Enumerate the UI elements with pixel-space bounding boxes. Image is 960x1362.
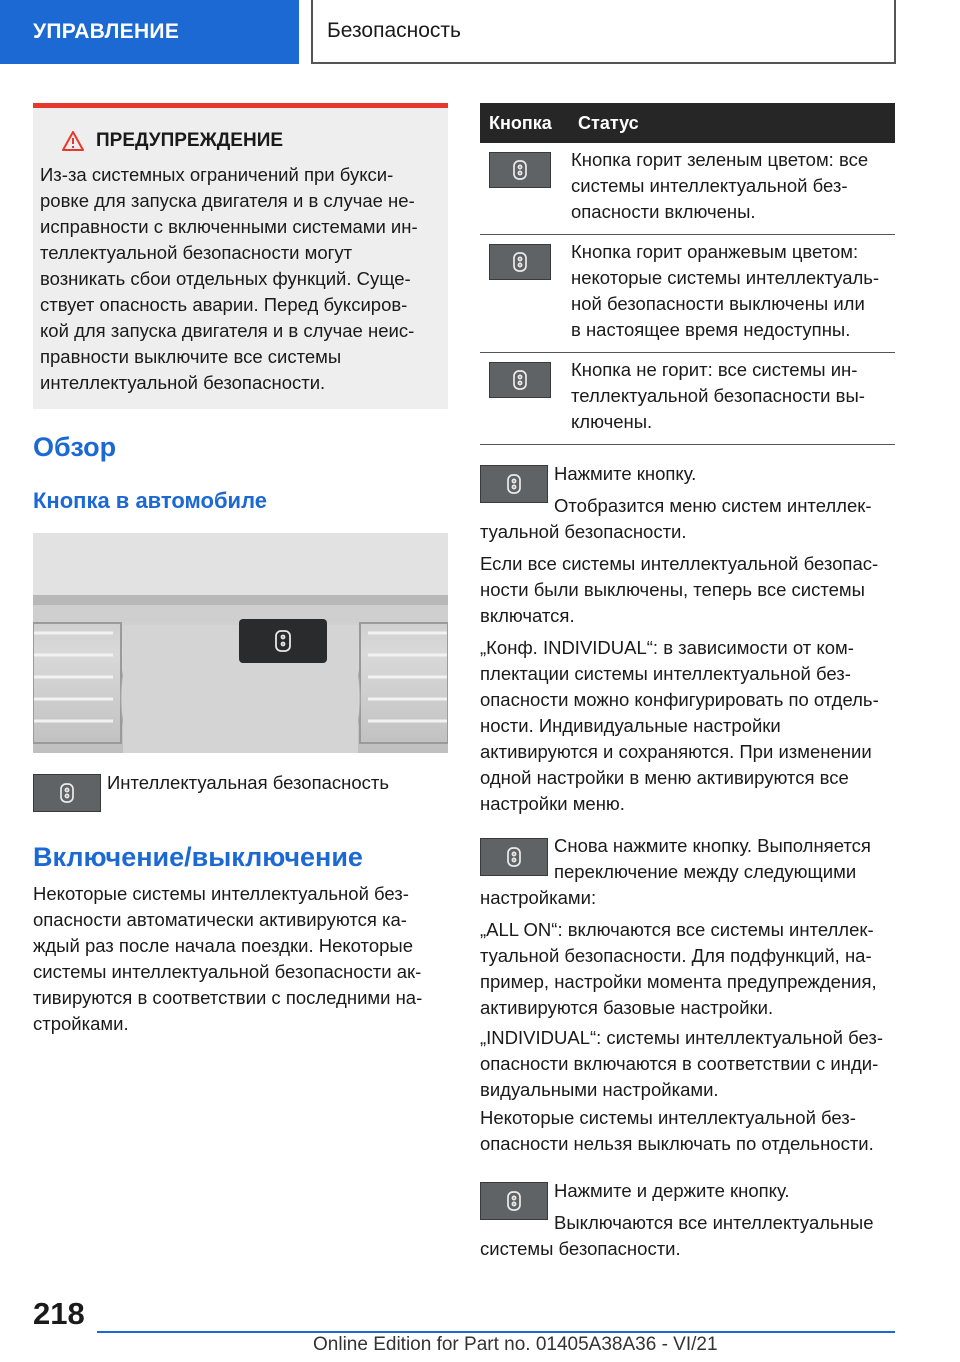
press-button-icon [480,465,548,503]
paragraph [554,493,872,519]
paragraph [480,1025,883,1103]
text-line: Снова нажмите кнопку. Выполняется [554,835,871,856]
text-line: „Конф. INDIVIDUAL“: в зависимости от ком- [480,637,854,658]
text-line: тивируются в соответствии с последними на- [33,987,423,1008]
paragraph [554,1210,874,1236]
warning-line: ровке для запуска двигателя и в случае не- [40,190,415,211]
text-line: видуальными настройками. [480,1079,719,1100]
text-line: переключение между следующими [554,861,857,882]
step-press-hold [554,1178,789,1204]
table-row [480,143,895,235]
paragraph [480,551,878,629]
warning-line: теллектуальной безопасности могут [40,242,353,263]
text-line: настройками: [480,887,597,908]
text-line: стройками. [33,1013,129,1034]
text-line: системы интеллектуальной без- [571,175,848,196]
warning-line: исправности с включенными системами ин- [40,216,418,237]
button-off-icon [489,362,551,398]
text-line: включатся. [480,605,575,626]
text-line: Некоторые системы интеллектуальной без- [480,1107,856,1128]
table-row [480,235,895,353]
text-line: Кнопка горит зеленым цветом: все [571,149,869,170]
text-line: опасности нельзя выключать по отдельности. [480,1133,874,1154]
button-caption [107,770,389,796]
text-line: ной безопасности выключены или [571,293,865,314]
text-line: ждый раз после начала поездки. Некоторые [33,935,413,956]
step-press-again [554,833,871,885]
warning-box [33,103,448,409]
footer-divider [97,1331,895,1333]
dashboard-photo [33,533,448,753]
text-line: плектации системы интеллектуальной без- [480,663,851,684]
text-line: Отобразится меню систем интеллек- [554,495,872,516]
text-line: Нажмите кнопку. [554,463,697,484]
text-line: Нажмите и держите кнопку. [554,1180,790,1201]
text-line: опасности можно конфигурировать по отдель- [480,689,879,710]
table-cell-icon [480,353,569,445]
warning-text [40,162,440,396]
paragraph [480,1236,681,1262]
warning-line: Из-за системных ограничений при букси- [40,164,394,185]
text-line: Некоторые системы интеллектуальной без- [33,883,409,904]
text-line: активируются базовые настройки. [480,997,774,1018]
warning-line: интеллектуальной безопасности. [40,372,326,393]
table-cell-status [569,353,895,445]
warning-line: ствует опасность аварии. Перед буксиров- [40,294,408,315]
step-press-button [554,461,696,487]
warning-title [62,130,440,152]
status-table [480,103,895,445]
column-header-button: Кнопка [480,103,569,143]
text-line: ности. Индивидуальные настройки [480,715,781,736]
text-line: теллектуальной безопасности вы- [571,385,865,406]
press-again-button-icon [480,838,548,876]
text-line: туальной безопасности. Для подфункций, на- [480,945,872,966]
paragraph [480,635,879,817]
button-in-car-heading: Кнопка в автомобиле [33,488,267,513]
text-line: опасности включаются в соответствии с инди- [480,1053,879,1074]
topic-header [311,0,896,64]
table-header-row [480,103,895,143]
table-cell-icon [480,235,569,353]
text-line: в настоящее время недоступны. [571,319,851,340]
paragraph [480,519,687,545]
warning-line: кой для запуска двигателя и в случае неис- [40,320,415,341]
on-off-heading: Включение/выключение [33,842,363,872]
paragraph [480,885,596,911]
button-green-icon [489,152,551,188]
intelligent-safety-button-icon [33,774,101,812]
paragraph [480,917,877,1021]
text-line: системы интеллектуальной безопасности ак- [33,961,422,982]
table-cell-icon [480,143,569,235]
warning-line: правности выключите все системы [40,346,342,367]
warning-triangle-icon [62,131,84,151]
text-line: активируются и сохраняются. При изменении [480,741,872,762]
text-line: ности были выключены, теперь все системы [480,579,865,600]
text-line: некоторые системы интеллектуаль- [571,267,880,288]
text-line: одной настройки в меню активируются все [480,767,849,788]
text-line: системы безопасности. [480,1238,681,1259]
button-caption-text: Интеллектуальная безопасность [107,772,389,793]
on-off-paragraph [33,881,422,1037]
press-hold-button-icon [480,1182,548,1220]
text-line: „ALL ON“: включаются все системы интеллек- [480,919,874,940]
warning-line: возникать сбои отдельных функций. Суще- [40,268,411,289]
table-cell-status [569,235,895,353]
text-line: Выключаются все интеллектуальные [554,1212,874,1233]
topic-label: Безопасность [327,19,461,42]
text-line: опасности автоматически активируются ка- [33,909,407,930]
text-line: опасности включены. [571,201,756,222]
warning-title-text: ПРЕДУПРЕЖДЕНИЕ [96,130,284,151]
button-orange-icon [489,244,551,280]
text-line: „INDIVIDUAL“: системы интеллектуальной без- [480,1027,883,1048]
edition-note: Online Edition for Part no. 01405A38A36 - VI/21 [313,1334,718,1355]
text-line: туальной безопасности. [480,521,687,542]
text-line: Если все системы интеллектуальной безопас- [480,553,879,574]
text-line: настройки меню. [480,793,625,814]
text-line: Кнопка не горит: все системы ин- [571,359,858,380]
table-cell-status [569,143,895,235]
paragraph [480,1105,874,1157]
column-header-status: Статус [569,103,895,143]
text-line: ключены. [571,411,653,432]
section-label: УПРАВЛЕНИЕ [33,20,180,43]
table-row [480,353,895,445]
section-tab[interactable] [0,0,299,64]
text-line: Кнопка горит оранжевым цветом: [571,241,859,262]
overview-heading: Обзор [33,432,117,462]
page-number: 218 [33,1296,85,1331]
text-line: пример, настройки момента предупреждения, [480,971,877,992]
